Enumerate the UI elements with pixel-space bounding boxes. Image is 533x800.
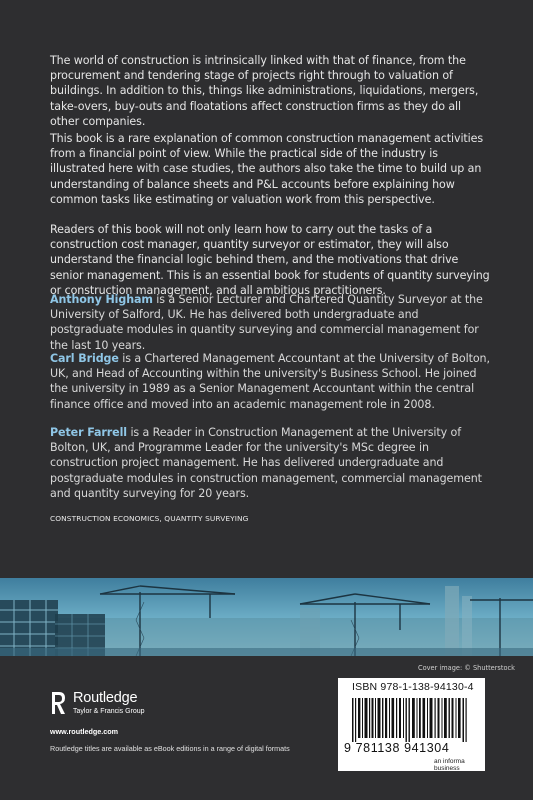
author-name: Anthony Higham (50, 293, 153, 306)
publisher-name: Routledge (73, 690, 138, 706)
cover-photo-cranes (0, 578, 533, 656)
author-bio-text: is a Reader in Construction Management at the University of Bolton, UK, and Programme Leader for the university's MSc degree in construction project management. He has delivered undergraduate and postgraduate modules in construction management, commercial management and quantity surveying for 20 years. (50, 426, 482, 500)
publisher-group: Taylor & Francis Group (73, 708, 145, 715)
blurb-paragraph-2: This book is a rare explanation of common construction management activities from a financial point of view. While the practical side of the industry is illustrated here with case studies, the authors also take the time to build up an understanding of balance sheets and P&L accounts before explaining how common tasks like estimating or valuation work from this perspective. (50, 132, 484, 206)
author-bio-higham (50, 292, 492, 353)
routledge-logo-icon (50, 690, 68, 716)
ebook-note: Routledge titles are available as eBook editions in a range of digital formats (50, 744, 290, 753)
barcode-icon (352, 698, 472, 742)
author-bio-bridge (50, 351, 492, 412)
blurb-paragraph-3: Readers of this book will not only learn how to carry out the tasks of a construction cost manager, quantity surveyor or estimator, they will also understand the financial logic behind them, and the motivations that drive senior management. This is an essential book for students of quantity surveying or construction management, and all ambitious practitioners. (50, 223, 490, 297)
subject-categories: CONSTRUCTION ECONOMICS, QUANTITY SURVEYING (50, 514, 249, 523)
cover-image-credit: Cover image: © Shutterstock (418, 664, 515, 672)
author-bio-text: is a Senior Lecturer and Chartered Quantity Surveyor at the University of Salford, UK. He has delivered both undergraduate and postgraduate modules in quantity surveying and commercial management for the last 10 years. (50, 293, 483, 352)
author-bio-farrell (50, 425, 492, 501)
author-name: Carl Bridge (50, 352, 119, 365)
author-name: Peter Farrell (50, 426, 128, 439)
publisher-website[interactable]: www.routledge.com (50, 727, 119, 736)
informa-tagline: an informa business (434, 758, 465, 772)
author-bio-text: is a Chartered Management Accountant at the University of Bolton, UK, and Head of Accounting within the university's Business School. He joined the university in 1989 as a Senior Management Accountant within the central finance office and moved into an academic management role in 2008. (50, 352, 490, 411)
blurb-paragraph-1: The world of construction is intrinsically linked with that of finance, from the procurement and tendering stage of projects right through to valuation of buildings. In addition to this, things like administrations, liquidations, mergers, take-overs, buy-outs and floatations affect construction firms as they do all other companies. (50, 54, 479, 128)
isbn-label: ISBN 978-1-138-94130-4 (352, 681, 474, 693)
isbn-barcode-box (338, 678, 485, 771)
isbn-digits: 9 781138 941304 (344, 741, 450, 755)
